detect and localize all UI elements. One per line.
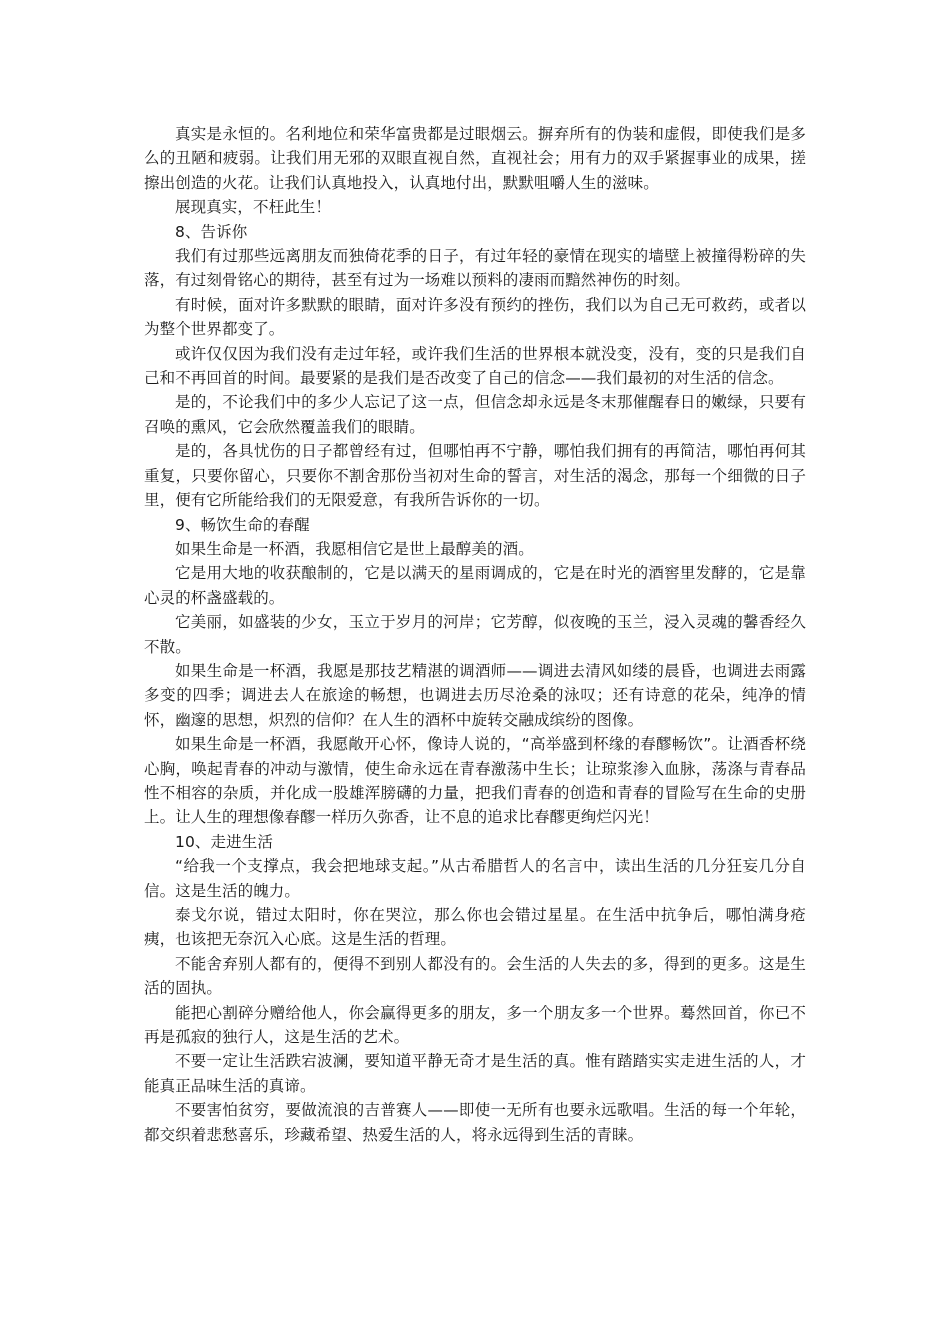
section-heading: 9、畅饮生命的春醒 (175, 515, 310, 534)
section-heading: 8、告诉你 (175, 222, 248, 241)
paragraph: 不要害怕贫穷，要做流浪的吉普赛人——即使一无所有也要永远歌唱。生活的每一个年轮，都交织着悲愁喜乐，珍藏希望、热爱生活的人，将永远得到生活的青睐。 (144, 1101, 806, 1144)
paragraph: 真实是永恒的。名利地位和荣华富贵都是过眼烟云。摒弃所有的伪装和虚假，即使我们是多么的丑陋和疲弱。让我们用无邪的双眼直视自然，直视社会；用有力的双手紧握事业的成果，搓擦出创造的火花。让我们认真地投入，认真地付出，默默咀嚼人生的滋味。 (144, 125, 806, 192)
paragraph: 如果生命是一杯酒，我愿是那技艺精湛的调酒师——调进去清风如缕的晨昏，也调进去雨露多变的四季；调进去人在旅途的畅想，也调进去历尽沧桑的泳叹；还有诗意的花朵，纯净的情怀，幽邃的思想，炽烈的信仰？在人生的酒杯中旋转交融成缤纷的图像。 (144, 661, 806, 729)
paragraph: 或许仅仅因为我们没有走过年轻，或许我们生活的世界根本就没变，没有，变的只是我们自己和不再回首的时间。最要紧的是我们是否改变了自己的信念——我们最初的对生活的信念。 (144, 344, 806, 388)
paragraph: 如果生命是一杯酒，我愿相信它是世上最醇美的酒。 (175, 539, 534, 558)
paragraph: 它是用大地的收获酿制的，它是以满天的星雨调成的，它是在时光的酒窖里发酵的，它是靠心灵的杯盏盛载的。 (144, 564, 806, 607)
section-heading: 10、走进生活 (175, 832, 273, 851)
paragraph: 展现真实，不枉此生！ (175, 198, 332, 217)
paragraph: 是的，各具忧伤的日子都曾经有过，但哪怕再不宁静，哪怕我们拥有的再简洁，哪怕再何其重复，只要你留心，只要你不割舍那份当初对生命的誓言，对生活的渴念，那每一个细微的日子里，便有它所能给我们的无限爱意，有我所告诉你的一切。 (144, 442, 806, 510)
paragraph: 不要一定让生活跌宕波澜，要知道平静无奇才是生活的真。惟有踏踏实实走进生活的人，才能真正品味生活的真谛。 (144, 1052, 806, 1095)
paragraph: 我们有过那些远离朋友而独倚花季的日子，有过年轻的豪情在现实的墙壁上被撞得粉碎的失落，有过刻骨铭心的期待，甚至有过为一场难以预料的凄雨而黯然神伤的时刻。 (144, 247, 806, 290)
paragraph: 是的，不论我们中的多少人忘记了这一点，但信念却永远是冬末那催醒春日的嫩绿，只要有召唤的熏风，它会欣然覆盖我们的眼睛。 (144, 393, 806, 436)
paragraph: 它美丽，如盛装的少女，玉立于岁月的河岸；它芳醇，似夜晚的玉兰，浸入灵魂的馨香经久不散。 (144, 613, 806, 656)
paragraph: 如果生命是一杯酒，我愿敞开心怀，像诗人说的，“高举盛到杯缘的春醪畅饮”。让酒香杯绕心胸，唤起青春的冲动与激情，使生命永远在青春激荡中生长；让琼浆渗入血脉，荡涤与青春品性不相容的杂质，并化成一股雄浑膀礴的力量，把我们青春的创造和青春的冒险写在生命的史册上。让人生的理想像春醪一样历久弥香，让不息的追求比春醪更绚烂闪光！ (144, 735, 806, 827)
paragraph: 能把心割碎分赠给他人，你会赢得更多的朋友，多一个朋友多一个世界。蓦然回首，你已不再是孤寂的独行人，这是生活的艺术。 (144, 1003, 806, 1047)
paragraph: 有时候，面对许多默默的眼睛，面对许多没有预约的挫伤，我们以为自己无可救药，或者以为整个世界都变了。 (144, 295, 806, 339)
paragraph: 不能舍弃别人都有的，便得不到别人都没有的。会生活的人失去的多，得到的更多。这是生活的固执。 (144, 954, 806, 998)
document-body (144, 122, 806, 1147)
paragraph: 泰戈尔说，错过太阳时，你在哭泣，那么你也会错过星星。在生活中抗争后，哪怕满身疮痍，也该把无奈沉入心底。这是生活的哲理。 (144, 906, 806, 949)
paragraph: “给我一个支撑点，我会把地球支起。”从古希腊哲人的名言中，读出生活的几分狂妄几分自信。这是生活的魄力。 (144, 857, 806, 900)
